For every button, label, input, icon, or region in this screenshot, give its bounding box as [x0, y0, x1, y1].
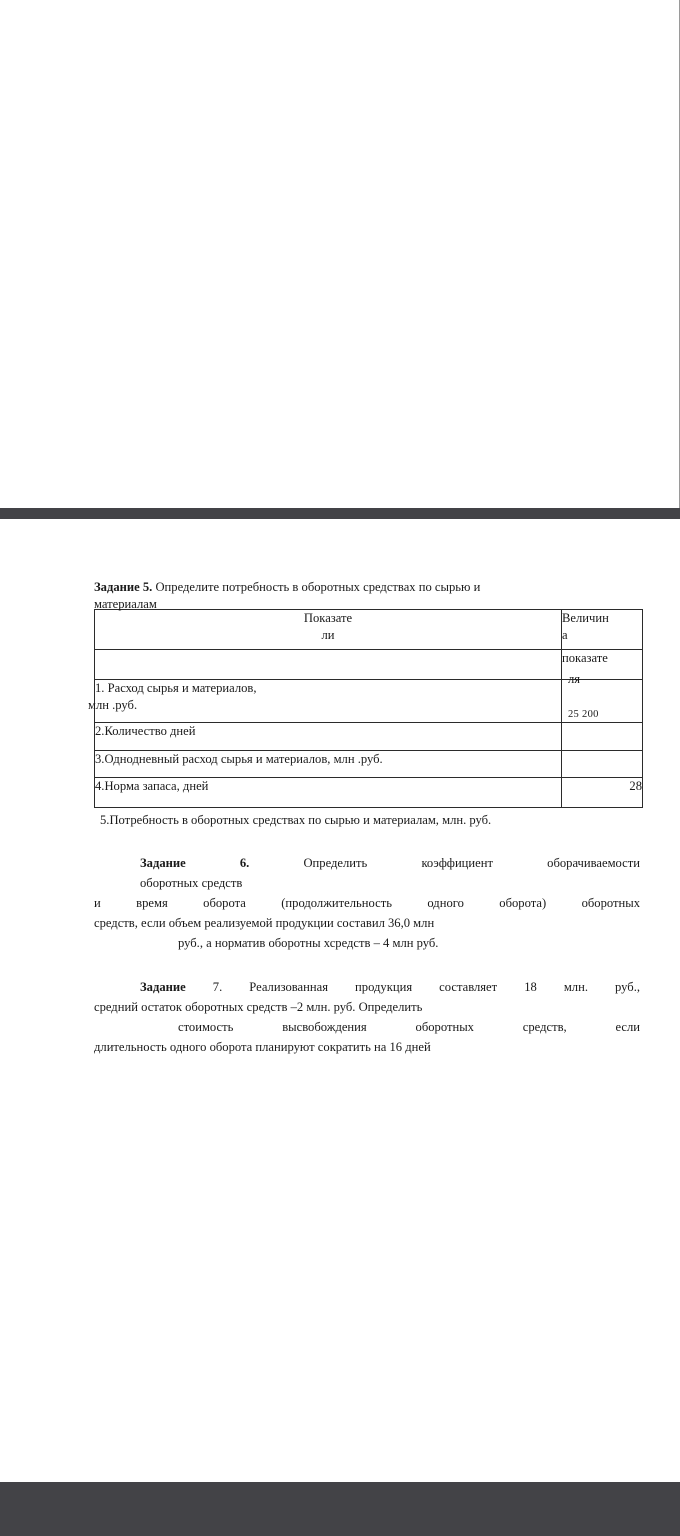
table-cell-row3-label: [95, 751, 562, 778]
task-5-heading-line2: материалам: [94, 597, 157, 611]
table-header-indicator-line1: Показате: [303, 611, 353, 625]
table-header-cell-value: [562, 610, 643, 650]
task-6-line-5: руб., а норматив оборотны хсредств – 4 млн руб.: [178, 936, 439, 950]
table-header-indicator-line2: ли: [321, 628, 335, 642]
task-7-heading-number: 7.: [185, 980, 223, 994]
table-header-row: [95, 610, 643, 650]
table-cell-row2-value: [562, 723, 643, 751]
page-separator-top: [0, 508, 680, 519]
table-cell-row3-value: [562, 751, 643, 778]
table-header-value-line1: Величин: [562, 611, 609, 625]
task-7-heading-text: Реализованная продукция составляет 18 млн. руб.,: [222, 980, 640, 994]
task-6-line-3: и время оборота (продолжительность одного оборота) оборотных: [94, 896, 640, 910]
task-6-heading-text: Определить коэффициент оборачиваемости: [249, 856, 640, 870]
table-row1-label-line2: млн .руб.: [88, 698, 138, 712]
table-row1-label-line1: 1. Расход сырья и материалов,: [95, 681, 257, 695]
task-5-block: [88, 579, 642, 829]
task-7-line-4: длительность одного оборота планируют сократить на 16 дней: [94, 1040, 431, 1054]
task-6-line-2: оборотных средств: [140, 876, 243, 890]
task-7-heading-label: Задание: [140, 980, 186, 994]
table-header-value-line4: ля: [568, 672, 581, 686]
task-5-heading-text: Определите потребность в оборотных средствах по сырью и: [152, 580, 481, 594]
table-row: [95, 723, 643, 751]
working-capital-table: [88, 609, 643, 808]
page-separator-bottom: [0, 1482, 680, 1536]
table-subheader-cell-value: [562, 650, 643, 686]
document-page: [0, 519, 680, 1482]
page-top-blank-area: [0, 0, 680, 508]
table-row3-label: 3.Однодневный расход сырья и материалов, млн .руб.: [95, 752, 383, 766]
table-subheader-cell-empty: [95, 650, 562, 680]
table-row: [95, 778, 643, 808]
table-row4-value: 28: [629, 779, 642, 793]
table-subheader-row: [95, 650, 643, 680]
task-5-heading-label: Задание 5.: [94, 580, 153, 594]
table-cell-row1-value: [562, 680, 643, 723]
table-header-cell-indicator: [95, 610, 562, 650]
document-content: [88, 579, 642, 1057]
task-5-heading: [94, 579, 640, 596]
table-cell-row4-label: [95, 778, 562, 808]
table-row4-label: 4.Норма запаса, дней: [95, 779, 209, 793]
task-7-heading: [94, 977, 640, 997]
table-header-value-line2: а: [562, 628, 568, 642]
task-5-item-5-line: 5.Потребность в оборотных средствах по сырью и материалам, млн. руб.: [100, 813, 492, 827]
table-cell-row4-value: [562, 778, 643, 808]
task-7-line-3: стоимость высвобождения оборотных средств, если: [178, 1020, 640, 1034]
table-cell-row1-label: [88, 680, 562, 723]
table-header-value-line3: показате: [562, 651, 608, 665]
task-7-line-2: средний остаток оборотных средств –2 млн. руб. Определить: [94, 1000, 423, 1014]
task-6-line-4: средств, если объем реализуемой продукции составил 36,0 млн: [94, 916, 435, 930]
table-row: [95, 751, 643, 778]
task-6-heading-label: Задание 6.: [140, 856, 250, 870]
table-cell-row2-label: [95, 723, 562, 751]
task-6-block: [94, 853, 640, 953]
table-row2-label: 2.Количество дней: [95, 724, 196, 738]
table-row: [95, 680, 643, 723]
table-row1-value: 25 200: [568, 709, 599, 720]
task-6-heading: [94, 853, 640, 873]
task-7-block: [94, 977, 640, 1057]
